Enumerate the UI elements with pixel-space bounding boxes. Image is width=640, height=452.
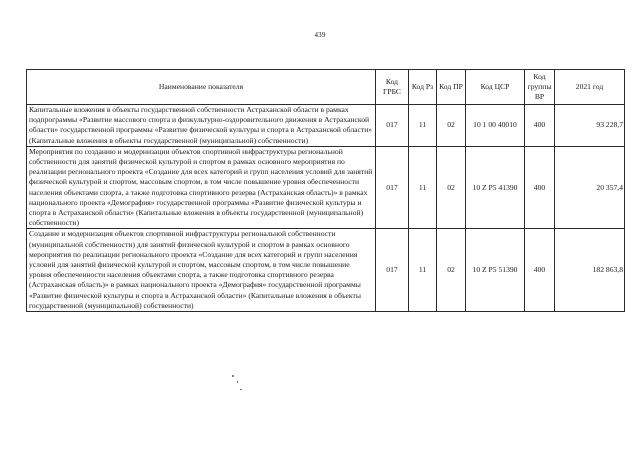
row-pr: 02 [437, 229, 466, 312]
row-name: Создание и модернизация объектов спортивной инфраструктуры региональной собственности (муниципальной собственности) для занятий физической культурой и спортом в рамках основного мероприятия по реализации регионального проекта «Создание для всех категорий и групп населения условий для занятий физической культурой и спортом, массовым спортом, в том числе повышение уровня обеспеченности населения объектами спорта, а также подготовка спортивного резерва (Астраханская область)» в рамках национального проекта «Демография» государственной программы «Развитие физической культуры и спорта в Астраханской области» (Капитальные вложения в объекты государственной (муниципальной) собственности) [27, 229, 376, 312]
header-name: Наименование показателя [27, 70, 376, 105]
header-grbs: Код ГРБС [376, 70, 409, 105]
header-csr: Код ЦСР [466, 70, 525, 105]
header-year: 2021 год [555, 70, 625, 105]
row-grbs: 017 [376, 105, 409, 147]
header-vr: Код группы ВР [525, 70, 555, 105]
row-amount: 93 228,7 [555, 105, 625, 147]
row-rz: 11 [409, 146, 437, 229]
row-pr: 02 [437, 105, 466, 147]
table-row [27, 229, 625, 312]
row-name: Капитальные вложения в объекты государственной собственности Астраханской области в рамках подпрограммы «Развитие массового спорта и физкультурно-оздоровительного движения в Астраханской области» государственной программы «Развитие физической культуры и спорта в Астраханской области» (Капитальные вложения в объекты государственной (муниципальной) собственности) [27, 105, 376, 147]
row-pr: 02 [437, 146, 466, 229]
page-number: 439 [314, 31, 326, 39]
row-name: Мероприятия по созданию и модернизации объектов спортивной инфраструктуры региональной собственности для занятий физической культурой и спортом в рамках основного мероприятия по реализации регионального проекта «Создание для всех категорий и групп населения условий для занятий физической культурой и спортом, массовым спортом, в том числе повышение уровня обеспеченности населения объектами спорта, а также подготовка спортивного резерва (Астраханская область)» в рамках национального проекта «Демография» государственной программы «Развитие физической культуры и спорта в Астраханской области» (Капитальные вложения в объекты государственной (муниципальной) собственности) [27, 146, 376, 229]
row-csr: 10 Z P5 41390 [466, 146, 525, 229]
row-rz: 11 [409, 229, 437, 312]
scan-speck [232, 375, 234, 377]
budget-table [26, 69, 625, 312]
header-row [27, 70, 625, 105]
row-grbs: 017 [376, 229, 409, 312]
row-csr: 10 1 00 40010 [466, 105, 525, 147]
row-vr: 400 [525, 146, 555, 229]
header-pr: Код ПР [437, 70, 466, 105]
row-vr: 400 [525, 229, 555, 312]
header-rz: Код Рз [409, 70, 437, 105]
table-row [27, 105, 625, 147]
row-rz: 11 [409, 105, 437, 147]
row-csr: 10 Z P5 51390 [466, 229, 525, 312]
row-vr: 400 [525, 105, 555, 147]
row-amount: 20 357,4 [555, 146, 625, 229]
row-grbs: 017 [376, 146, 409, 229]
scan-speck [237, 381, 238, 383]
scan-speck [240, 389, 242, 390]
table-row [27, 146, 625, 229]
row-amount: 182 863,8 [555, 229, 625, 312]
